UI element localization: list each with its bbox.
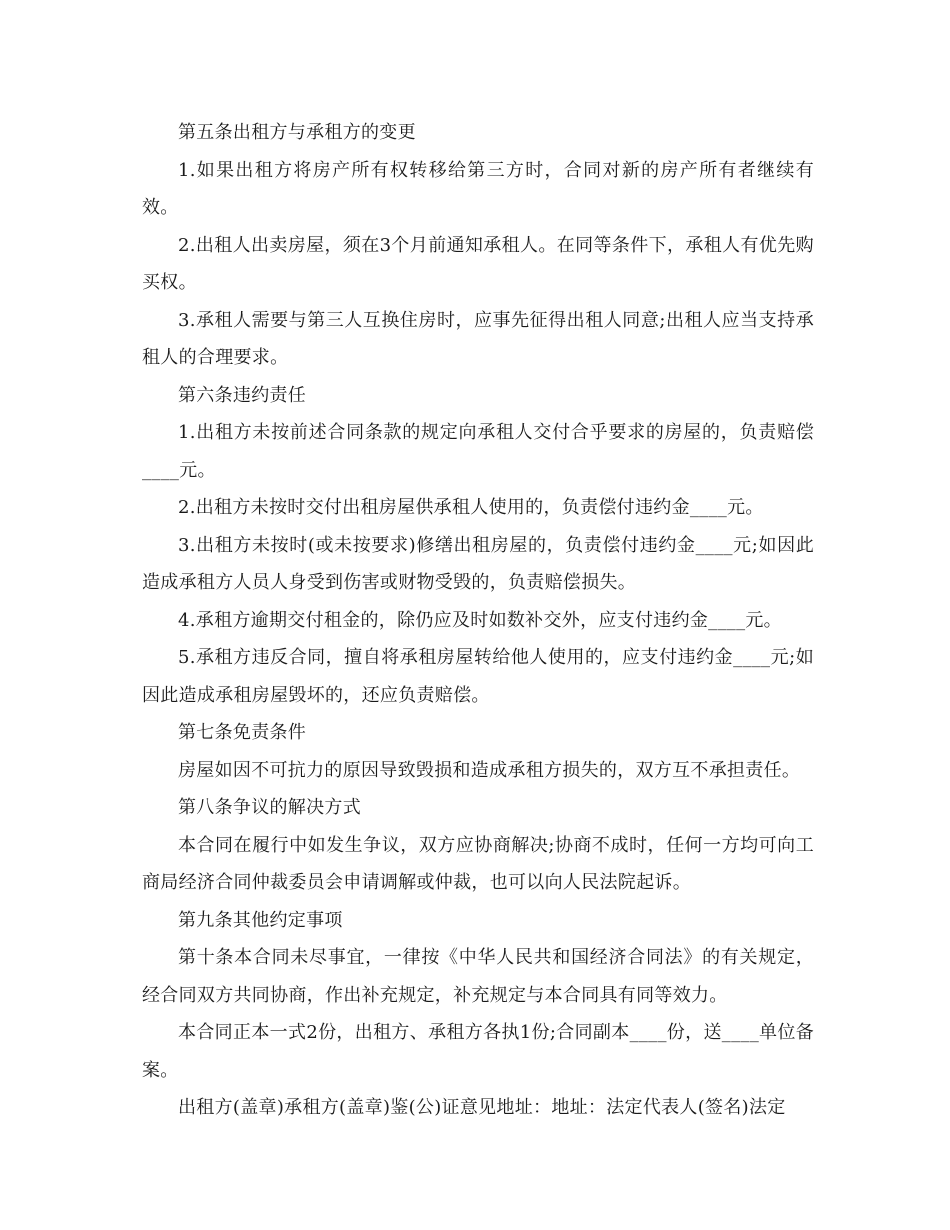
paragraph: 第十条本合同未尽事宜，一律按《中华人民共和国经济合同法》的有关规定，经合同双方共同协商，作出补充规定，补充规定与本合同具有同等效力。 bbox=[142, 947, 814, 1006]
article-7-heading: 第七条免责条件 bbox=[178, 722, 307, 743]
paragraph: 2.出租方未按时交付出租房屋供承租人使用的，负责偿付违约金____元。 bbox=[178, 497, 764, 518]
paragraph: 1.出租方未按前述合同条款的规定向承租人交付合乎要求的房屋的，负责赔偿____元。 bbox=[142, 422, 814, 481]
paragraph: 3.承租人需要与第三人互换住房时，应事先征得出租人同意;出租人应当支持承租人的合理要求。 bbox=[142, 309, 814, 368]
signature-line: 出租方(盖章)承租方(盖章)鉴(公)证意见地址：地址：法定代表人(签名)法定 bbox=[178, 1097, 786, 1118]
paragraph: 本合同正本一式2份，出租方、承租方各执1份;合同副本____份，送____单位备案。 bbox=[142, 1022, 814, 1081]
article-5-heading: 第五条出租方与承租方的变更 bbox=[178, 122, 416, 143]
paragraph: 4.承租方逾期交付租金的，除仍应及时如数补交外，应支付违约金____元。 bbox=[178, 609, 782, 631]
paragraph: 2.出租人出卖房屋，须在3个月前通知承租人。在同等条件下，承租人有优先购买权。 bbox=[142, 234, 814, 293]
paragraph: 5.承租方违反合同，擅自将承租房屋转给他人使用的，应支付违约金____元;如因此造成承租房屋毁坏的，还应负责赔偿。 bbox=[142, 647, 814, 706]
paragraph: 本合同在履行中如发生争议，双方应协商解决;协商不成时，任何一方均可向工商局经济合同仲裁委员会申请调解或仲裁，也可以向人民法院起诉。 bbox=[142, 834, 814, 893]
paragraph: 3.出租方未按时(或未按要求)修缮出租房屋的，负责偿付违约金____元;如因此造成承租方人员人身受到伤害或财物受毁的，负责赔偿损失。 bbox=[142, 534, 814, 593]
article-8-heading: 第八条争议的解决方式 bbox=[178, 797, 361, 818]
article-6-heading: 第六条违约责任 bbox=[178, 384, 307, 406]
document-body bbox=[142, 114, 814, 1127]
paragraph: 房屋如因不可抗力的原因导致毁损和造成承租方损失的，双方互不承担责任。 bbox=[178, 759, 801, 781]
article-9-heading: 第九条其他约定事项 bbox=[178, 909, 343, 931]
paragraph: 1.如果出租方将房产所有权转移给第三方时，合同对新的房产所有者继续有效。 bbox=[142, 159, 814, 218]
